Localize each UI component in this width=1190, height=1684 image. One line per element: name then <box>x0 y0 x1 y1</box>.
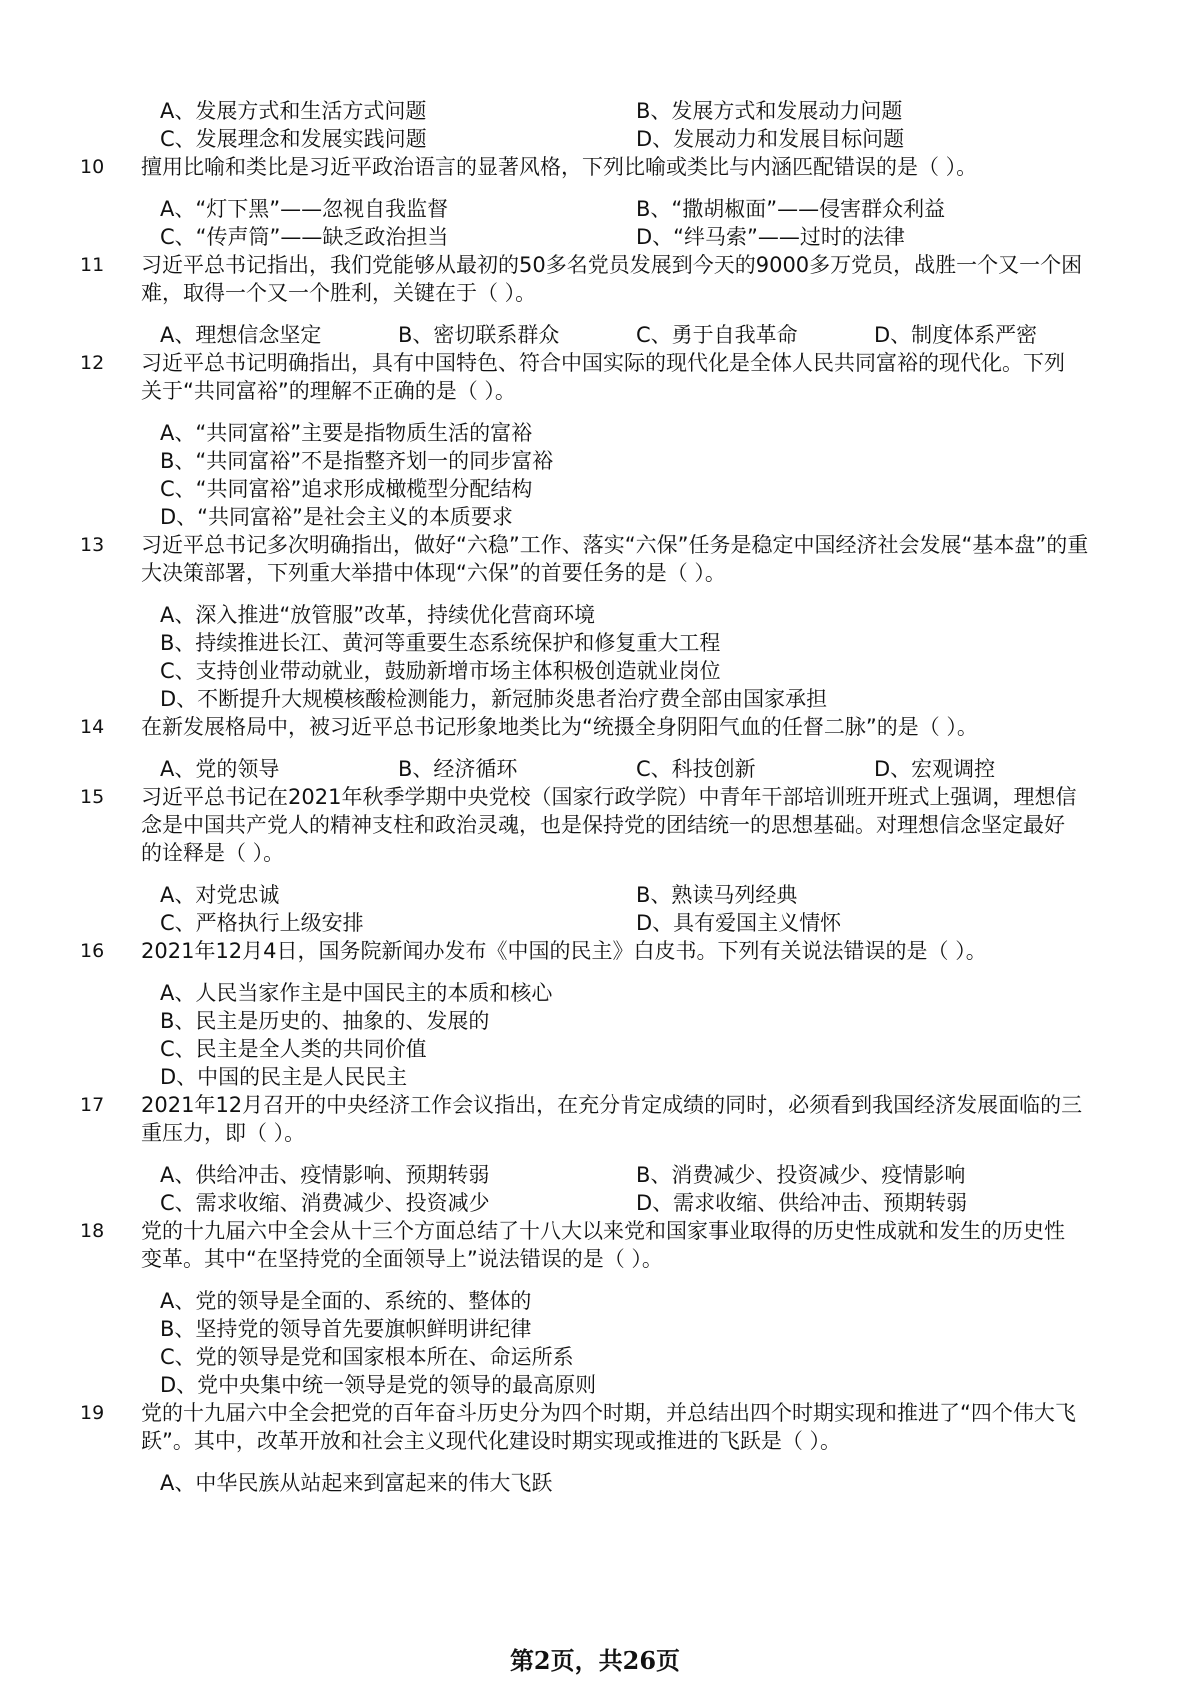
question-text: 大决策部署，下列重大举措中体现“六保”的首要任务的是（ ）。 <box>141 561 726 585</box>
question-text: 2021年12月召开的中央经济工作会议指出，在充分肯定成绩的同时，必须看到我国经济发展面临的三 <box>141 1093 1083 1117</box>
option-d: D、不断提升大规模核酸检测能力，新冠肺炎患者治疗费全部由国家承担 <box>160 687 828 711</box>
option-c: C、“传声筒”——缺乏政治担当 <box>160 225 449 249</box>
option-d: D、党中央集中统一领导是党的领导的最高原则 <box>160 1373 597 1397</box>
page-footer: 第2页，共26页 <box>509 1646 681 1675</box>
option-b: B、发展方式和发展动力问题 <box>636 99 903 123</box>
option-c: C、党的领导是党和国家根本所在、命运所系 <box>160 1345 574 1369</box>
option-d: D、“绊马索”——过时的法律 <box>636 225 905 249</box>
question-number: 14 <box>80 716 105 738</box>
question-text: 的诠释是（ ）。 <box>141 841 285 865</box>
option-c: C、“共同富裕”追求形成橄榄型分配结构 <box>160 477 533 501</box>
option-d: D、宏观调控 <box>874 757 996 781</box>
question-text: 习近平总书记指出，我们党能够从最初的50多名党员发展到今天的9000多万党员，战胜一个又一个困 <box>141 253 1083 277</box>
question-text: 擅用比喻和类比是习近平政治语言的显著风格，下列比喻或类比与内涵匹配错误的是（ ）。 <box>141 155 978 179</box>
option-a: A、人民当家作主是中国民主的本质和核心 <box>160 981 553 1005</box>
option-a: A、“共同富裕”主要是指物质生活的富裕 <box>160 421 533 445</box>
question-text: 习近平总书记在2021年秋季学期中央党校（国家行政学院）中青年干部培训班开班式上强调，理想信 <box>141 785 1077 809</box>
question-text: 2021年12月4日，国务院新闻办发布《中国的民主》白皮书。下列有关说法错误的是（ ）。 <box>141 939 987 963</box>
question-number: 13 <box>80 534 105 556</box>
question-text: 在新发展格局中，被习近平总书记形象地类比为“统摄全身阴阳气血的任督二脉”的是（ ）。 <box>141 715 978 739</box>
question-text: 习近平总书记明确指出，具有中国特色、符合中国实际的现代化是全体人民共同富裕的现代化。下列 <box>141 351 1065 375</box>
question-text: 重压力，即（ ）。 <box>141 1121 306 1145</box>
option-b: B、“共同富裕”不是指整齐划一的同步富裕 <box>160 449 554 473</box>
option-d: D、制度体系严密 <box>874 323 1038 347</box>
option-c: C、严格执行上级安排 <box>160 911 364 935</box>
option-c: C、勇于自我革命 <box>636 323 798 347</box>
question-number: 16 <box>80 940 105 962</box>
option-d: D、发展动力和发展目标问题 <box>636 127 905 151</box>
option-b: B、熟读马列经典 <box>636 883 798 907</box>
option-b: B、经济循环 <box>398 757 518 781</box>
option-b: B、民主是历史的、抽象的、发展的 <box>160 1009 490 1033</box>
option-b: B、坚持党的领导首先要旗帜鲜明讲纪律 <box>160 1317 532 1341</box>
question-text: 难，取得一个又一个胜利，关键在于（ ）。 <box>141 281 537 305</box>
option-d: D、“共同富裕”是社会主义的本质要求 <box>160 505 513 529</box>
question-number: 12 <box>80 352 105 374</box>
option-d: D、需求收缩、供给冲击、预期转弱 <box>636 1191 968 1215</box>
option-b: B、消费减少、投资减少、疫情影响 <box>636 1163 966 1187</box>
option-c: C、民主是全人类的共同价值 <box>160 1037 427 1061</box>
option-b: B、持续推进长江、黄河等重要生态系统保护和修复重大工程 <box>160 631 721 655</box>
option-a: A、深入推进“放管服”改革，持续优化营商环境 <box>160 603 596 627</box>
option-a: A、党的领导 <box>160 757 280 781</box>
option-c: C、科技创新 <box>636 757 756 781</box>
question-text: 念是中国共产党人的精神支柱和政治灵魂，也是保持党的团结统一的思想基础。对理想信念坚定最好 <box>141 813 1065 837</box>
option-b: B、密切联系群众 <box>398 323 560 347</box>
option-d: D、中国的民主是人民民主 <box>160 1065 408 1089</box>
option-a: A、对党忠诚 <box>160 883 280 907</box>
question-number: 18 <box>80 1220 105 1242</box>
option-d: D、具有爱国主义情怀 <box>636 911 842 935</box>
question-text: 跃”。其中，改革开放和社会主义现代化建设时期实现或推进的飞跃是（ ）。 <box>141 1429 842 1453</box>
option-c: C、支持创业带动就业，鼓励新增市场主体积极创造就业岗位 <box>160 659 721 683</box>
question-number: 11 <box>80 254 105 276</box>
option-b: B、“撒胡椒面”——侵害群众利益 <box>636 197 946 221</box>
option-c: C、发展理念和发展实践问题 <box>160 127 427 151</box>
option-c: C、需求收缩、消费减少、投资减少 <box>160 1191 490 1215</box>
question-text: 党的十九届六中全会从十三个方面总结了十八大以来党和国家事业取得的历史性成就和发生的历史性 <box>141 1219 1065 1243</box>
question-text: 习近平总书记多次明确指出，做好“六稳”工作、落实“六保”任务是稳定中国经济社会发展“基本盘”的重 <box>141 533 1089 557</box>
question-text: 党的十九届六中全会把党的百年奋斗历史分为四个时期，并总结出四个时期实现和推进了“四个伟大飞 <box>141 1401 1076 1425</box>
option-a: A、“灯下黑”——忽视自我监督 <box>160 197 449 221</box>
option-a: A、供给冲击、疫情影响、预期转弱 <box>160 1163 490 1187</box>
question-text: 变革。其中“在坚持党的全面领导上”说法错误的是（ ）。 <box>141 1247 663 1271</box>
option-a: A、中华民族从站起来到富起来的伟大飞跃 <box>160 1471 553 1495</box>
option-a: A、发展方式和生活方式问题 <box>160 99 427 123</box>
option-a: A、理想信念坚定 <box>160 323 322 347</box>
question-number: 17 <box>80 1094 105 1116</box>
question-number: 19 <box>80 1402 105 1424</box>
question-text: 关于“共同富裕”的理解不正确的是（ ）。 <box>141 379 516 403</box>
question-number: 10 <box>80 156 105 178</box>
option-a: A、党的领导是全面的、系统的、整体的 <box>160 1289 532 1313</box>
question-number: 15 <box>80 786 105 808</box>
